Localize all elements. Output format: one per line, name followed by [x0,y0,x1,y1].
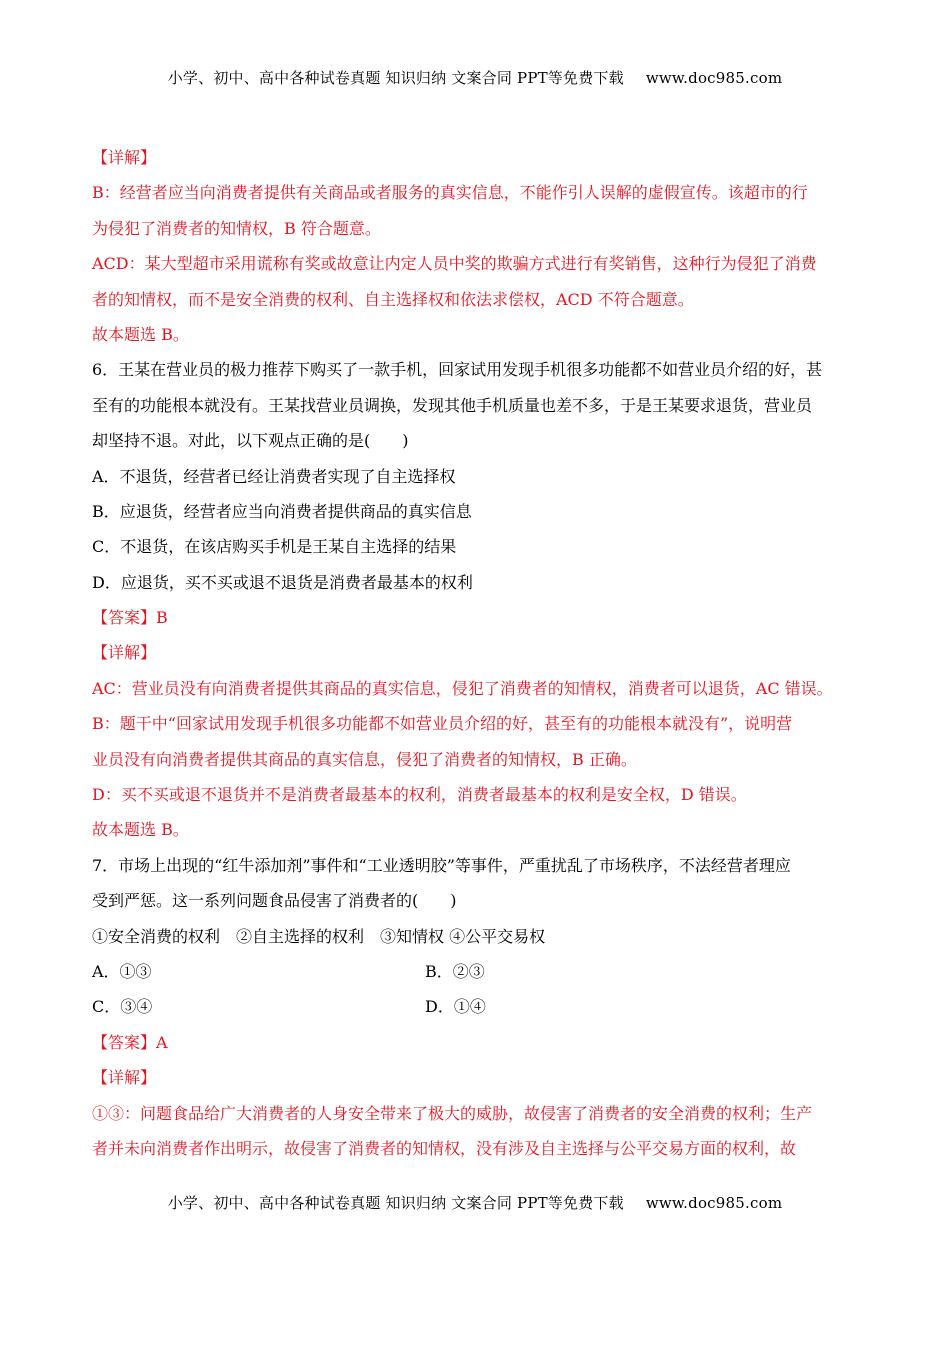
q7-explain-line2: 者并未向消费者作出明示，故侵害了消费者的知情权，没有涉及自主选择与公平交易方面的权利，故 [92,1138,797,1158]
q6-option-c: C．不退货，在该店购买手机是王某自主选择的结果 [92,537,457,557]
q7-explain-line1: ①③：问题食品给广大消费者的人身安全带来了极大的威胁，故侵害了消费者的安全消费的权利；生产 [92,1103,813,1123]
q6-option-d: D．应退货，买不买或退不退货是消费者最基本的权利 [92,572,473,592]
q7-options-row1 [92,954,862,989]
q6-option-a: A．不退货，经营者已经让消费者实现了自主选择权 [92,466,456,486]
header-url: www.doc985.com [645,69,783,87]
q5-explain-acd-line2: 者的知情权，而不是安全消费的权利、自主选择权和依法求偿权，ACD 不符合题意。 [92,289,694,309]
q7-answer: 【答案】A [92,1032,168,1052]
q7-option-a: A．①③ [92,961,152,981]
q7-option-c: C．③④ [92,997,153,1017]
q6-conclusion: 故本题选 B。 [92,820,189,840]
q6-option-b: B．应退货，经营者应当向消费者提供商品的真实信息 [92,501,472,521]
footer-url: www.doc985.com [645,1194,783,1212]
q6-stem-line1: 6．王某在营业员的极力推荐下购买了一款手机，回家试用发现手机很多功能都不如营业员介绍的好，甚 [92,360,823,380]
page-footer [0,1192,950,1213]
q5-explain-b-line1: B：经营者应当向消费者提供有关商品或者服务的真实信息，不能作引人误解的虚假宣传。该超市的行 [92,183,808,203]
q6-explain-d: D：买不买或退不退货并不是消费者最基本的权利，消费者最基本的权利是安全权，D 错误。 [92,785,747,805]
q7-option-b: B．②③ [425,961,485,981]
q7-items: ①安全消费的权利 ②自主选择的权利 ③知情权 ④公平交易权 [92,926,546,946]
q6-answer: 【答案】B [92,608,168,628]
q7-options-row2 [92,989,862,1024]
footer-text: 小学、初中、高中各种试卷真题 知识归纳 文案合同 PPT等免费下载 [167,1194,624,1212]
q5-explain-label: 【详解】 [92,148,157,167]
q6-stem-line2: 至有的功能根本就没有。王某找营业员调换，发现其他手机质量也差不多，于是王某要求退货，营业员 [92,395,813,415]
page-header [0,67,950,88]
document-body [92,140,862,1166]
header-text: 小学、初中、高中各种试卷真题 知识归纳 文案合同 PPT等免费下载 [167,69,624,87]
q7-explain-label: 【详解】 [92,1068,157,1088]
q5-explain-acd-line1: ACD：某大型超市采用谎称有奖或故意让内定人员中奖的欺骗方式进行有奖销售，这种行为侵犯了消费 [92,254,817,274]
q6-explain-b-line1: B：题干中“回家试用发现手机很多功能都不如营业员介绍的好，甚至有的功能根本就没有”，说明营 [92,714,793,734]
q5-conclusion: 故本题选 B。 [92,324,189,344]
q6-stem-line3: 却坚持不退。对此，以下观点正确的是( ) [92,431,409,451]
q6-explain-ac: AC：营业员没有向消费者提供其商品的真实信息，侵犯了消费者的知情权，消费者可以退货，AC 错误。 [92,678,833,698]
q6-explain-b-line2: 业员没有向消费者提供其商品的真实信息，侵犯了消费者的知情权，B 正确。 [92,749,637,769]
q6-explain-label: 【详解】 [92,643,157,663]
q5-explain-b-line2: 为侵犯了消费者的知情权，B 符合题意。 [92,218,381,238]
q7-option-d: D．①④ [425,997,486,1017]
q7-stem-line2: 受到严惩。这一系列问题食品侵害了消费者的( ) [92,891,457,911]
q7-stem-line1: 7．市场上出现的“红牛添加剂”事件和“工业透明胶”等事件，严重扰乱了市场秩序，不法经营者理应 [92,855,791,875]
